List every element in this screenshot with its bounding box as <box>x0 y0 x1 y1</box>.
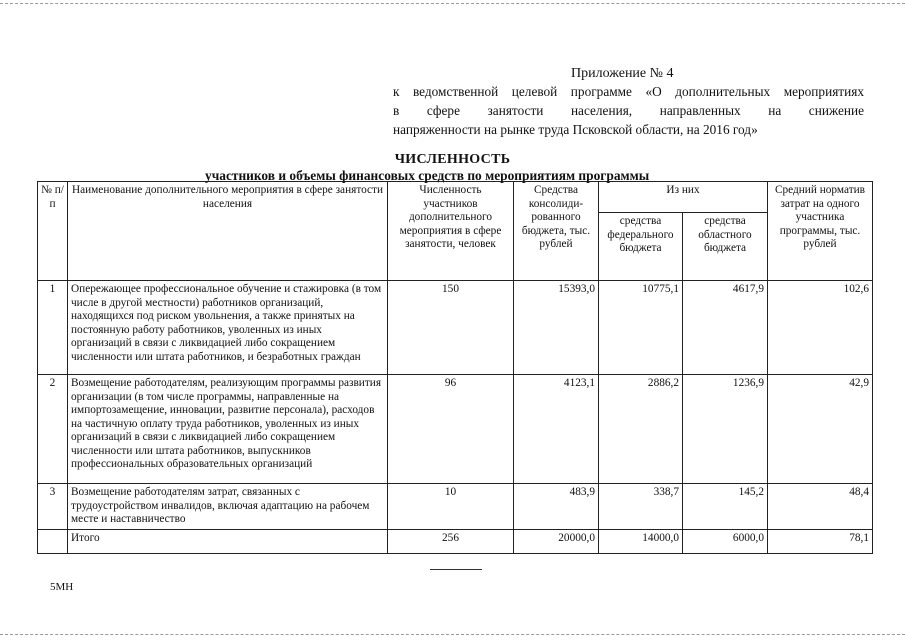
participants-table <box>37 181 873 554</box>
table-row <box>38 375 873 484</box>
row-regional: 4617,9 <box>683 281 768 375</box>
row-regional: 1236,9 <box>683 375 768 484</box>
row-federal: 338,7 <box>599 484 683 530</box>
scan-edge-top <box>0 3 905 4</box>
header-avg: Средний норматив затрат на одного участника программы, тыс. рублей <box>768 182 873 281</box>
row-name: Возмещение работодателям, реализующим программы развития организации (в том числе программы, направленные на импортозамещение, инновации, развитие персонала), расходов на частичную оплату труда работников, уволенных из иных организаций в связи с ликвидацией либо сокращением численности или штата работников, выпускников профессиональных образовательных организаций <box>68 375 388 484</box>
table-row <box>38 484 873 530</box>
subtitle-line-1: к ведомственной целевой программе «О дополнительных мероприятиях <box>393 84 864 99</box>
footer-code: 5МН <box>50 581 74 593</box>
row-num: 1 <box>38 281 68 375</box>
header-regional: средства областного бюджета <box>683 213 768 281</box>
row-name: Опережающее профессиональное обучение и стажировка (в том числе в другой местности) работников организаций, находящихся под риском увольнения, а также принятых на постоянную работу работников, уволенных из иных организаций в связи с ликвидацией либо сокращением численности или штата работников, и безработных граждан <box>68 281 388 375</box>
total-count: 256 <box>388 529 514 553</box>
row-consolidated: 15393,0 <box>514 281 599 375</box>
header-name: Наименование дополнительного мероприятия в сфере занятости населения <box>68 182 388 281</box>
row-regional: 145,2 <box>683 484 768 530</box>
total-avg: 78,1 <box>768 529 873 553</box>
separator-line <box>430 569 482 570</box>
total-consolidated: 20000,0 <box>514 529 599 553</box>
row-avg: 102,6 <box>768 281 873 375</box>
subtitle-line-3: напряженности на рынке труда Псковской области, на 2016 год» <box>393 122 758 137</box>
header-count: Численность участников дополнительного мероприятия в сфере занятости, человек <box>388 182 514 281</box>
header-consolidated: Средства консолиди-рованного бюджета, тыс. рублей <box>514 182 599 281</box>
appendix-number: Приложение № 4 <box>571 66 674 81</box>
row-count: 96 <box>388 375 514 484</box>
row-count: 10 <box>388 484 514 530</box>
header-of-which: Из них <box>599 182 768 213</box>
total-num <box>38 529 68 553</box>
header-federal: средства федерального бюджета <box>599 213 683 281</box>
subtitle-line-2: в сфере занятости населения, направленных на снижение <box>393 103 864 118</box>
row-federal: 10775,1 <box>599 281 683 375</box>
row-avg: 48,4 <box>768 484 873 530</box>
document-subheading: участников и объемы финансовых средств по мероприятиям программы <box>205 168 650 183</box>
row-count: 150 <box>388 281 514 375</box>
header-num: № п/п <box>38 182 68 281</box>
table-total-row <box>38 529 873 553</box>
table-row <box>38 281 873 375</box>
total-regional: 6000,0 <box>683 529 768 553</box>
scan-edge-bottom <box>0 634 905 635</box>
total-federal: 14000,0 <box>599 529 683 553</box>
row-avg: 42,9 <box>768 375 873 484</box>
row-consolidated: 483,9 <box>514 484 599 530</box>
document-heading: ЧИСЛЕННОСТЬ <box>394 152 511 167</box>
row-name: Возмещение работодателям затрат, связанных с трудоустройством инвалидов, включая адаптацию на рабочем месте и наставничество <box>68 484 388 530</box>
row-federal: 2886,2 <box>599 375 683 484</box>
row-num: 3 <box>38 484 68 530</box>
row-consolidated: 4123,1 <box>514 375 599 484</box>
appendix-subtitle <box>393 82 864 139</box>
total-label: Итого <box>68 529 388 553</box>
row-num: 2 <box>38 375 68 484</box>
